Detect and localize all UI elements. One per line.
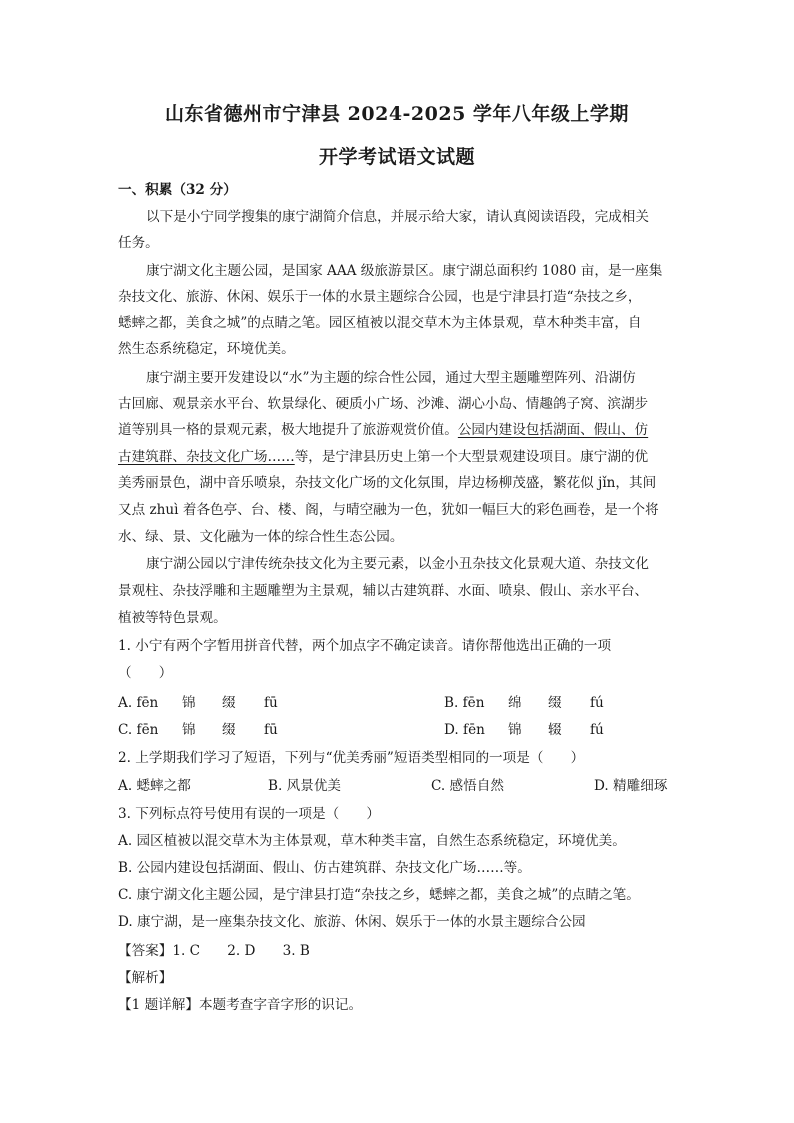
answer-parentheses: （ ） (118, 665, 173, 681)
q1-option-c: C. fēn 锦 缀 fū (118, 722, 278, 738)
para2-text: 道等别具一格的景观元素，极大地提升了旅游观赏价值。 (118, 422, 458, 438)
para2-line: 美秀丽景色，湖中音乐喷泉，杂技文化广场的文化氛围，岸边杨柳茂盛，繁花似 jǐn，其间 (118, 475, 657, 491)
intro-line: 任务。 (118, 235, 159, 251)
para1-line: 康宁湖文化主题公园，是国家 AAA 级旅游景区。康宁湖总面积约 1080 亩，是一座集 (146, 263, 663, 279)
q3-option-a: A. 园区植被以混交草木为主体景观，草木种类丰富，自然生态系统稳定，环境优美。 (118, 833, 626, 849)
intro-line: 以下是小宁同学搜集的康宁湖简介信息，并展示给大家，请认真阅读语段，完成相关 (146, 209, 649, 225)
q3-option-c: C. 康宁湖文化主题公园，是宁津县打造“杂技之乡，蟋蟀之都，美食之城”的点睛之笔。 (118, 887, 640, 903)
section-heading: 一、积累（32 分） (118, 182, 237, 198)
para2-text: 等，是宁津县历史上第一个大型景观建设项目。康宁湖的优 (294, 449, 649, 465)
para2-line (118, 447, 648, 467)
question-2-stem: 2. 上学期我们学习了短语，下列与“优美秀丽”短语类型相同的一项是（ ） (118, 750, 585, 766)
doc-title-line2: 开学考试语文试题 (318, 146, 475, 168)
q3-option-d: D. 康宁湖，是一座集杂技文化、旅游、休闲、娱乐于一体的水景主题综合公园 (118, 914, 586, 930)
para2-line: 康宁湖主要开发建设以“水”为主题的综合性公园，通过大型主题雕塑阵列、沿湖仿 (146, 370, 636, 386)
para3-line: 康宁湖公园以宁津传统杂技文化为主要元素，以金小丑杂技文化景观大道、杂技文化 (146, 556, 649, 572)
para2-line (118, 420, 648, 440)
para3-line: 植被等特色景观。 (118, 610, 227, 626)
underlined-sentence: 古建筑群、杂技文化广场…… (118, 449, 295, 465)
doc-title-line1: 山东省德州市宁津县 2024-2025 学年八年级上学期 (165, 103, 629, 125)
para1-line: 然生态系统稳定，环境优美。 (118, 341, 295, 357)
q2-option-d: D. 精雕细琢 (594, 778, 668, 794)
answer-line: 【答案】1. C 2. D 3. B (118, 943, 310, 959)
para1-line: 蟋蟀之都，美食之城”的点睛之笔。园区植被以混交草木为主体景观，草木种类丰富，自 (118, 315, 642, 331)
question-3-stem: 3. 下列标点符号使用有误的一项是（ ） (118, 806, 380, 822)
analysis-q1: 【1 题详解】本题考查字音字形的识记。 (118, 997, 363, 1013)
analysis-heading: 【解析】 (118, 970, 173, 986)
q2-option-b: B. 风景优美 (268, 778, 342, 794)
underlined-sentence: 公园内建设包括湖面、假山、仿 (457, 422, 649, 438)
para1-line: 杂技文化、旅游、休闲、娱乐于一体的水景主题综合公园，也是宁津县打造“杂技之乡， (118, 289, 642, 305)
para2-line: 水、绿、景、文化融为一体的综合性生态公园。 (118, 529, 404, 545)
q2-option-c: C. 感悟自然 (431, 778, 504, 794)
para2-line: 古回廊、观景亲水平台、软景绿化、硬质小广场、沙滩、湖心小岛、情趣鸽子窝、滨湖步 (118, 396, 649, 412)
q1-option-a: A. fēn 锦 缀 fū (118, 695, 278, 711)
q1-option-d: D. fēn 锦 辍 fú (444, 722, 604, 738)
q1-option-b: B. fēn 绵 缀 fú (444, 695, 604, 711)
q3-option-b: B. 公园内建设包括湖面、假山、仿古建筑群、杂技文化广场……等。 (118, 860, 531, 876)
question-1-stem: 1. 小宁有两个字暂用拼音代替，两个加点字不确定读音。请你帮他选出正确的一项 (118, 638, 612, 654)
para3-line: 景观柱、杂技浮雕和主题雕塑为主景观，辅以古建筑群、水面、喷泉、假山、亲水平台、 (118, 583, 649, 599)
para2-line: 又点 zhuì 着各色亭、台、楼、阁，与晴空融为一色，犹如一幅巨大的彩色画卷，是一个将 (118, 502, 659, 518)
q2-option-a: A. 蟋蟀之都 (118, 778, 191, 794)
